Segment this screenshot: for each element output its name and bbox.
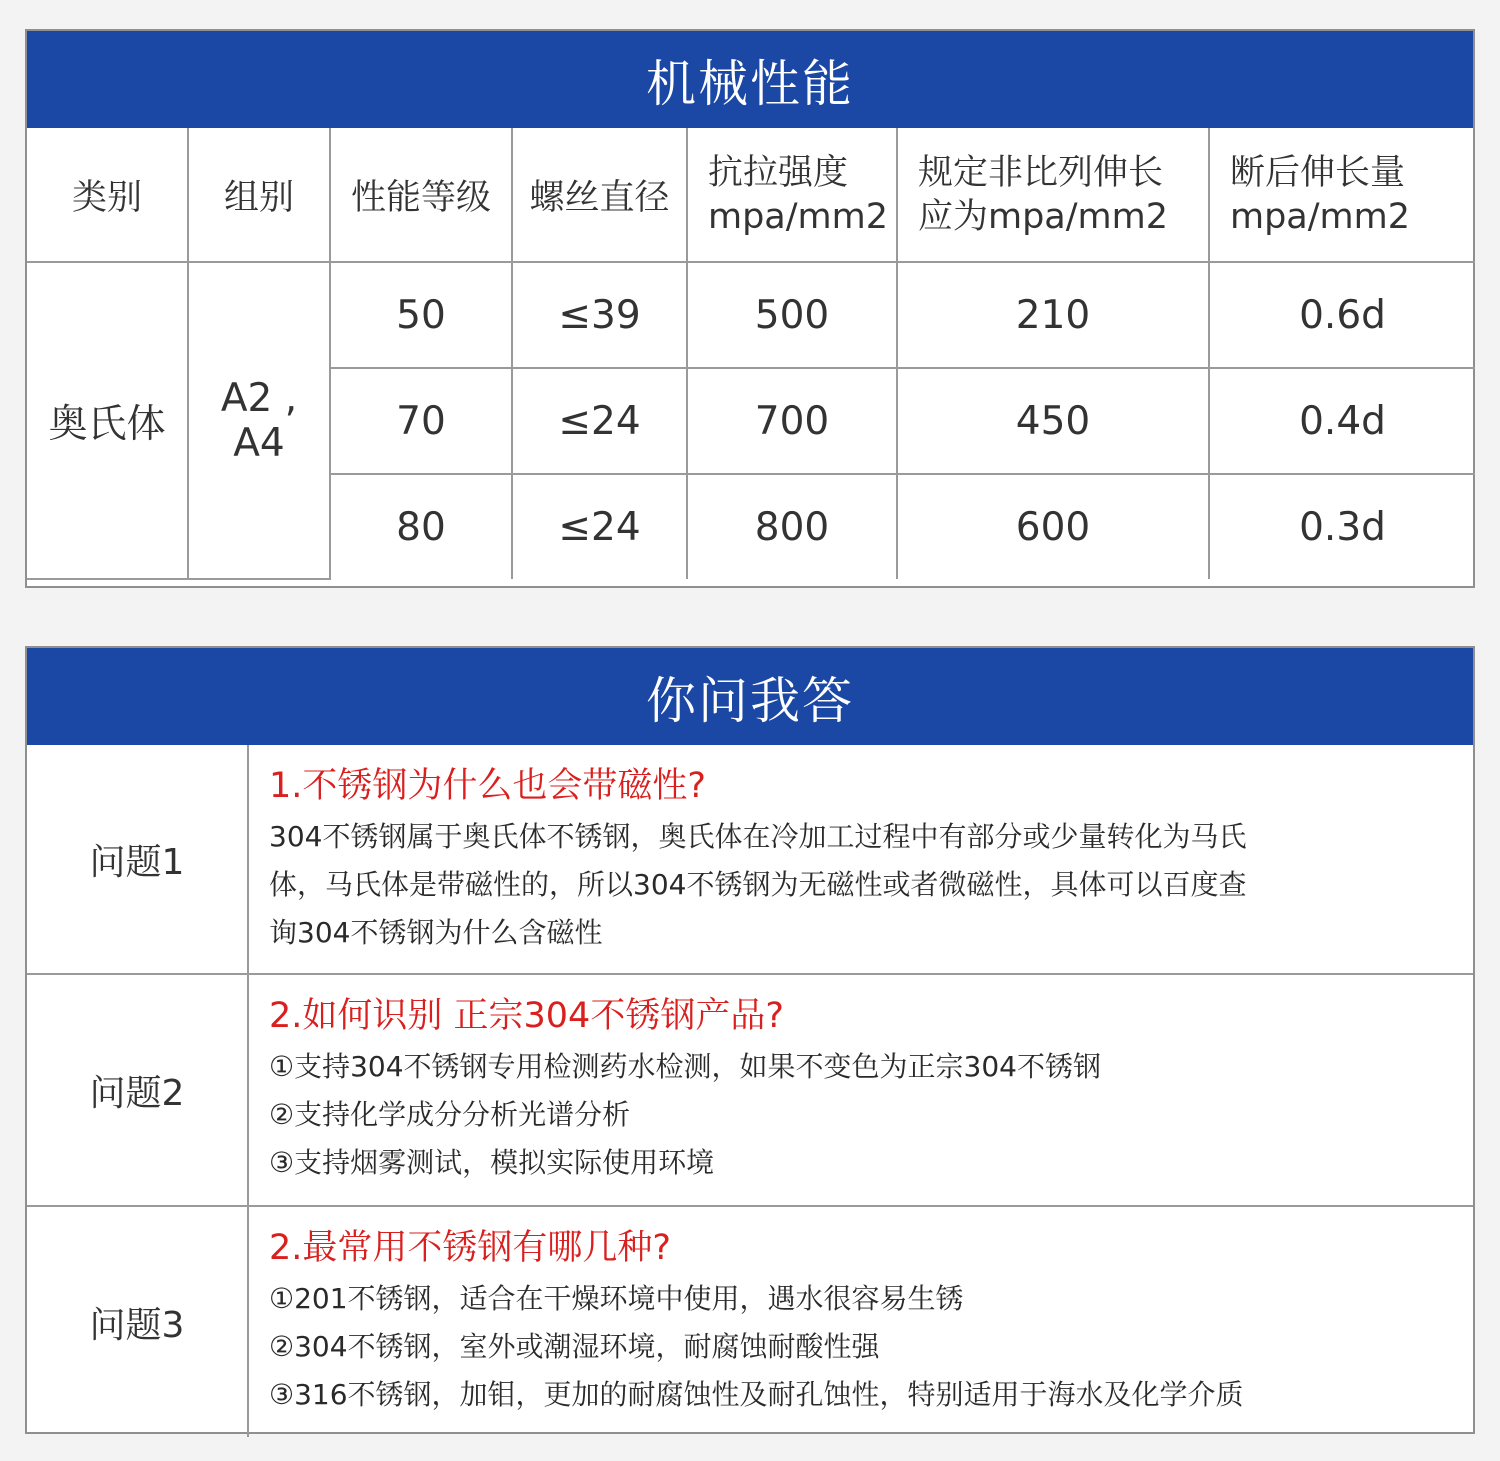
- table-row: [27, 262, 1475, 368]
- answer-line: ①201不锈钢，适合在干燥环境中使用，遇水很容易生锈: [269, 1282, 964, 1315]
- tensile-cell: 700: [687, 368, 897, 474]
- qa-title: 你问我答: [27, 648, 1473, 745]
- mechanical-properties-title: 机械性能: [27, 31, 1473, 128]
- question-label: 问题2: [27, 974, 248, 1206]
- qa-row: [27, 745, 1473, 974]
- elongation-cell: 0.4d: [1209, 368, 1475, 474]
- elongation-cell: 0.3d: [1209, 474, 1475, 579]
- question-body: [248, 745, 1473, 974]
- question-title: 2.如何识别 正宗304不锈钢产品?: [269, 996, 784, 1036]
- qa-row: [27, 1206, 1473, 1437]
- mechanical-properties-panel: [25, 29, 1475, 588]
- grade-cell: 50: [330, 262, 512, 368]
- tensile-cell: 800: [687, 474, 897, 579]
- question-body: [248, 1206, 1473, 1437]
- header-tensile-line1: 抗拉强度: [708, 152, 849, 193]
- answer-line: ②支持化学成分分析光谱分析: [269, 1098, 631, 1131]
- header-elongation-line1: 断后伸长量: [1230, 152, 1406, 193]
- diameter-cell: ≤24: [512, 368, 687, 474]
- diameter-cell: ≤39: [512, 262, 687, 368]
- header-group: 组别: [188, 128, 330, 262]
- answer-line: ①支持304不锈钢专用检测药水检测，如果不变色为正宗304不锈钢: [269, 1050, 1101, 1083]
- category-cell: 奥氏体: [27, 262, 188, 579]
- grade-cell: 80: [330, 474, 512, 579]
- qa-table: [27, 745, 1473, 1437]
- header-yield: [897, 128, 1209, 262]
- header-elongation-line2: mpa/mm2: [1230, 196, 1411, 237]
- tensile-cell: 500: [687, 262, 897, 368]
- group-cell: A2 , A4: [188, 262, 330, 579]
- elongation-cell: 0.6d: [1209, 262, 1475, 368]
- question-body: [248, 974, 1473, 1206]
- question-title: 1.不锈钢为什么也会带磁性?: [269, 766, 706, 806]
- question-label: 问题1: [27, 745, 248, 974]
- header-tensile: [687, 128, 897, 262]
- header-diameter: 螺丝直径: [512, 128, 687, 262]
- header-elongation: [1209, 128, 1475, 262]
- answer-line: 304不锈钢属于奥氏体不锈钢，奥氏体在冷加工过程中有部分或少量转化为马氏: [269, 820, 1247, 853]
- header-yield-line1: 规定非比列伸长: [918, 152, 1164, 193]
- header-grade: 性能等级: [330, 128, 512, 262]
- header-category: 类别: [27, 128, 188, 262]
- yield-cell: 210: [897, 262, 1209, 368]
- answer-line: ③316不锈钢，加钼，更加的耐腐蚀性及耐孔蚀性，特别适用于海水及化学介质: [269, 1378, 1244, 1411]
- mechanical-properties-table: [27, 128, 1475, 580]
- answer-line: ②304不锈钢，室外或潮湿环境，耐腐蚀耐酸性强: [269, 1330, 880, 1363]
- yield-cell: 600: [897, 474, 1209, 579]
- diameter-cell: ≤24: [512, 474, 687, 579]
- header-yield-line2: 应为mpa/mm2: [918, 196, 1169, 237]
- answer-line: 体，马氏体是带磁性的，所以304不锈钢为无磁性或者微磁性，具体可以百度查: [269, 868, 1247, 901]
- grade-cell: 70: [330, 368, 512, 474]
- table-header-row: [27, 128, 1475, 262]
- answer-line: 询304不锈钢为什么含磁性: [269, 916, 603, 949]
- question-title: 2.最常用不锈钢有哪几种?: [269, 1228, 671, 1268]
- header-tensile-line2: mpa/mm2: [708, 196, 889, 237]
- yield-cell: 450: [897, 368, 1209, 474]
- question-label: 问题3: [27, 1206, 248, 1437]
- qa-panel: [25, 646, 1475, 1434]
- answer-line: ③支持烟雾测试，模拟实际使用环境: [269, 1146, 715, 1179]
- qa-row: [27, 974, 1473, 1206]
